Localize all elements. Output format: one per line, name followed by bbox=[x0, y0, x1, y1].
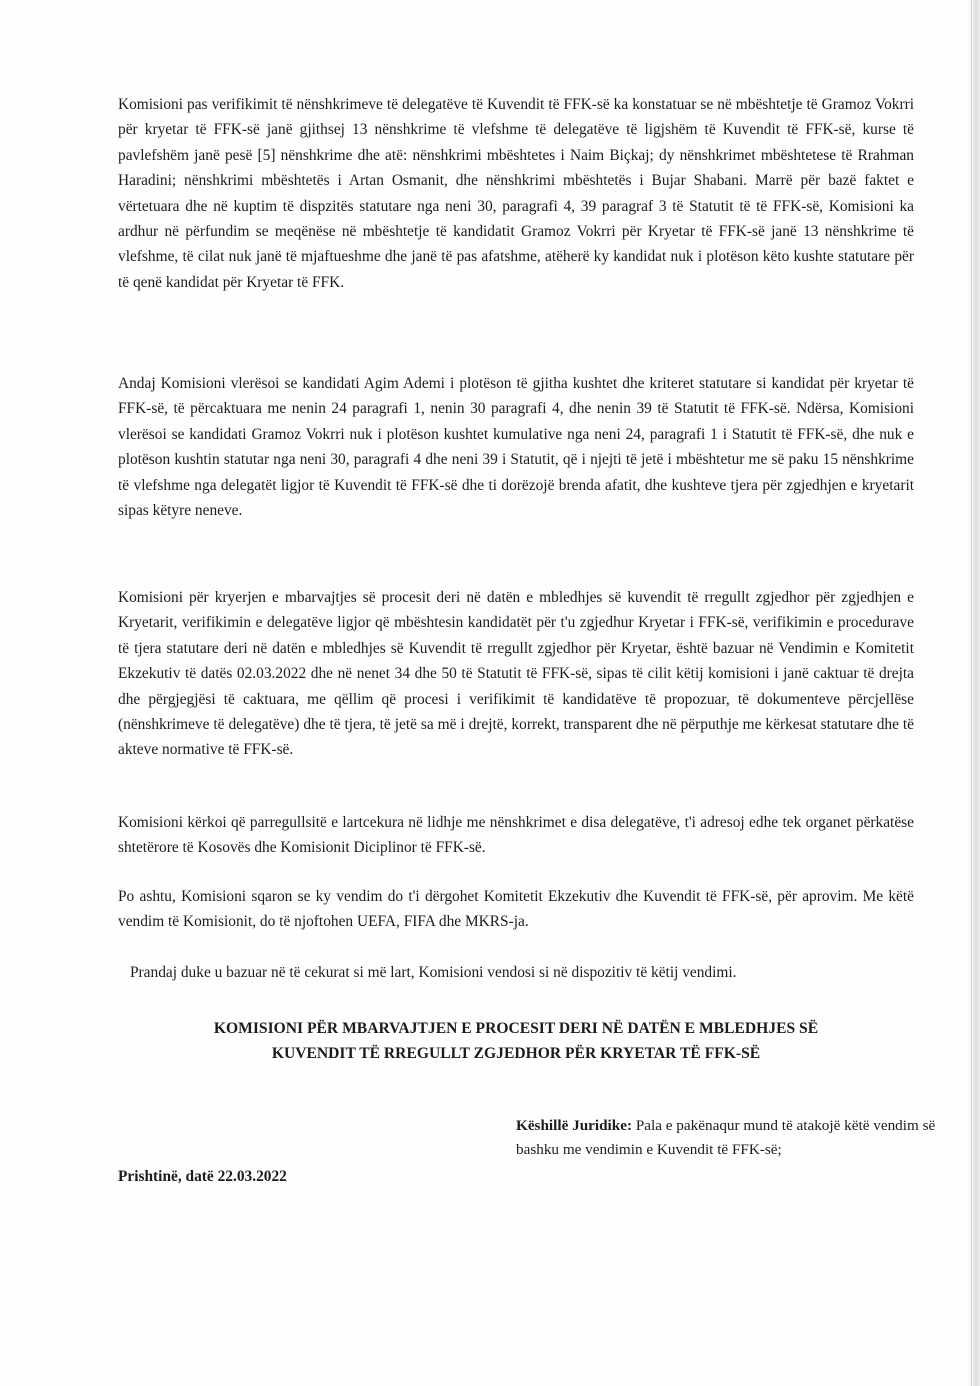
commission-heading-line-1: KOMISIONI PËR MBARVAJTJEN E PROCESIT DERI NË DATËN E MBLEDHJES SË bbox=[213, 1020, 819, 1037]
paragraph-commission-mandate: Komisioni për kryerjen e mbarvajtjes së procesit deri në datën e mbledhjes së kuvendit të rregullt zgjedhor për zgjedhjen e Kryetarit, verifikimin e delegatëve ligjor që mbështesin kandidatët për t'u zgjedhur Kryetar i FFK-së, verifikimin e procedurave të tjera statutare deri në datën e mbledhjes së Kuvendit të rregullt zgjedhor për Kryetar, është bazuar në Vendimin e Komitetit Ekzekutiv të datës 02.03.2022 dhe në nenet 34 dhe 50 të Statutit të FFK-së, sipas të cilit këtij komisioni i janë caktuar të drejta dhe përgjegjësi të caktuara, me qëllim që procesi i verifikimit të kandidatëve të propozuar, të dokumenteve përcjellëse (nënshkrimeve të delegatëve) dhe të tjera, të jetë sa më i drejtë, korrekt, transparent dhe në përputhje me kërkesat statutare dhe të akteve normative të FFK-së. bbox=[118, 589, 914, 759]
paragraph-irregularities-referral: Komisioni kërkoi që parregullsitë e lartcekura në lidhje me nënshkrimet e disa delegatëve, t'i adresoj edhe tek organet përkatëse shtetërore të Kosovës dhe Komisionit Diciplinor të FFK-së. bbox=[118, 814, 914, 857]
scan-edge-line bbox=[971, 0, 972, 1386]
legal-advice-text: Pala e pakënaqur mund të atakojë këtë vendim së bashku me vendimin e Kuvendit të FFK-së; bbox=[516, 1117, 936, 1158]
legal-advice-label: Këshillë Juridike: bbox=[516, 1117, 633, 1134]
paragraph-signature-verification: Komisioni pas verifikimit të nënshkrimeve të delegatëve të Kuvendit të FFK-së ka konstatuar se në mbështetje të Gramoz Vokrri për kryetar të FFK-së janë gjithsej 13 nënshkrime të vlefshme të delegatëve të ligjshëm të Kuvendit të FFK-së, kurse të pavlefshëm janë pesë [5] nënshkrime dhe atë: nënshkrimi mbështetes i Naim Biçkaj; dy nënshkrimet mbështetese të Rrahman Haradini; nënshkrimi mbështetës i Artan Osmanit, dhe nënshkrimi mbështetës i Bujar Shabani. Marrë për bazë faktet e vërtetuara dhe në kuptim të dispzitës statutare nga neni 30, paragrafi 4, 39 paragraf 3 të Statutit të të FFK-së, Komisioni ka ardhur në përfundim se meqënëse në mbështetje të kandidatit Gramoz Vokrri për Kryetar të FFK-së janë 13 nënshkrime të vlefshme, të cilat nuk janë të mjaftueshme dhe janë të pas afatshme, atëherë ky kandidat nuk i plotëson këto kushte statutare për të qenë kandidat për Kryetar të FFK. bbox=[118, 96, 914, 291]
paragraph-decision-intro: Prandaj duke u bazuar në të cekurat si më lart, Komisioni vendosi si në dispozitiv të këtij vendimi. bbox=[130, 964, 737, 981]
commission-heading bbox=[118, 1016, 914, 1066]
paragraph-approval-notice: Po ashtu, Komisioni sqaron se ky vendim do t'i dërgohet Komitetit Ekzekutiv dhe Kuvendit të FFK-së, për aprovim. Me këtë vendim të Komisionit, do të njoftohen UEFA, FIFA dhe MKRS-ja. bbox=[118, 888, 914, 931]
paragraph-candidate-assessment: Andaj Komisioni vlerësoi se kandidati Agim Ademi i plotëson të gjitha kushtet dhe kriteret statutare si kandidat për kryetar të FFK-së, të përcaktuara me nenin 24 paragrafi 1, nenin 30 paragrafi 4, dhe nenin 39 të Statutit të FFK-së. Ndërsa, Komisioni vlerësoi se kandidati Gramoz Vokrri nuk i plotëson kushtet kumulative nga neni 24, paragrafi 1 i Statutit të FFK-së, dhe nuk e plotëson kushtin statutar nga neni 30, paragrafi 4 dhe neni 39 i Statutit, që i njejti të jetë i mbështetur me së paku 15 nënshkrime të vlefshme nga delegatët ligjor të Kuvendit të FFK-së dhe ti dorëzojë brenda afatit, dhe kushteve tjera për zgjedhjen e kryetarit sipas këtyre neneve. bbox=[118, 375, 914, 520]
place-and-date: Prishtinë, datë 22.03.2022 bbox=[118, 1168, 287, 1185]
legal-advice bbox=[516, 1114, 936, 1162]
commission-heading-line-2: KUVENDIT TË RREGULLT ZGJEDHOR PËR KRYETAR TË FFK-SË bbox=[271, 1045, 761, 1062]
scan-edge-shadow bbox=[966, 0, 980, 1386]
